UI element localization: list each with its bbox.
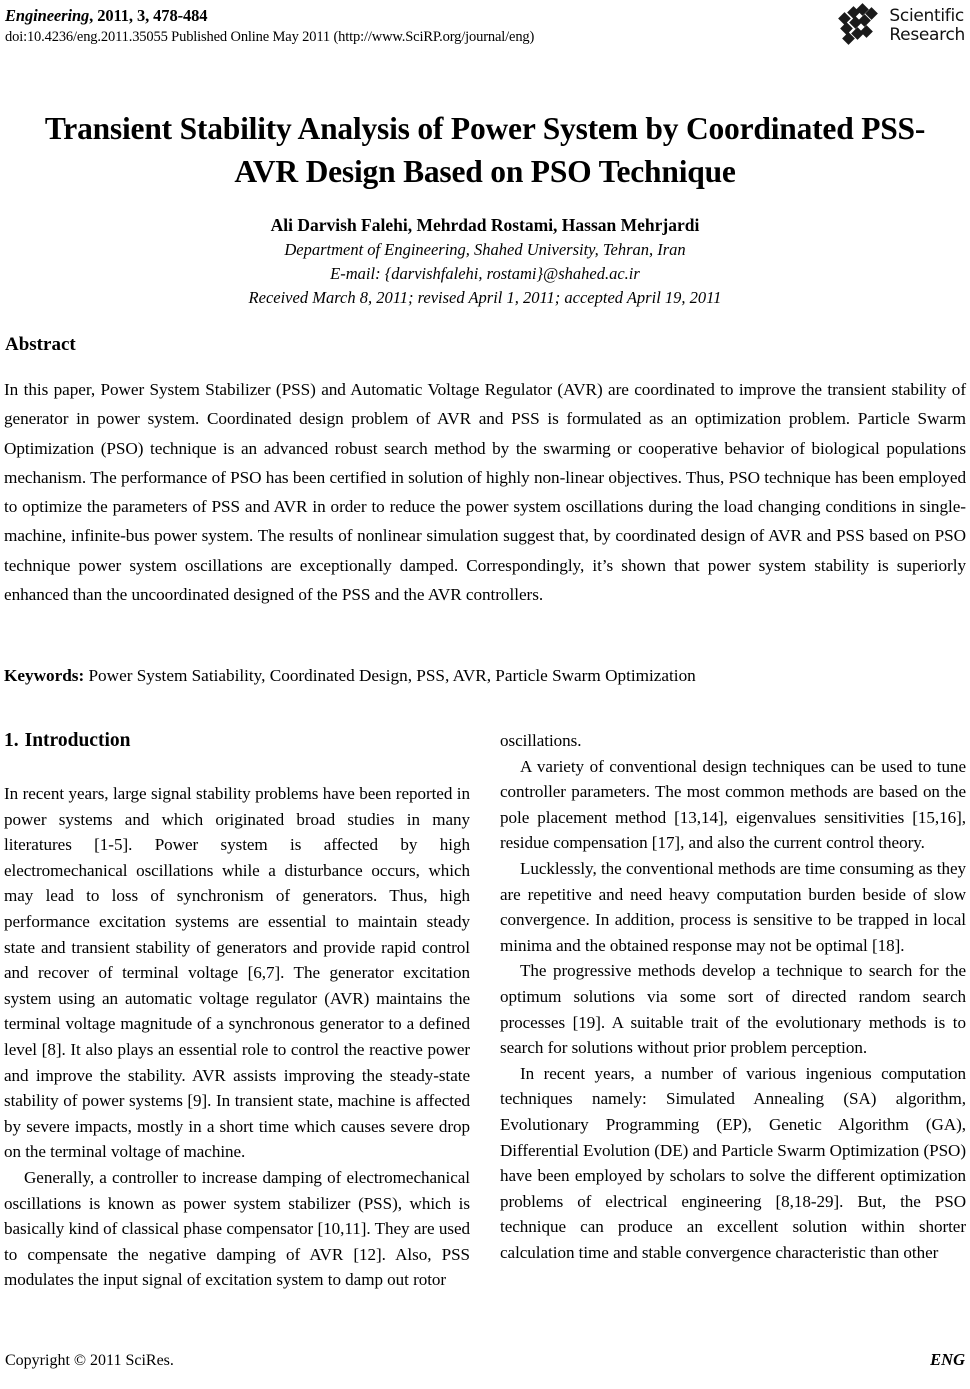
journal-citation-line [5,5,534,27]
email-label: E-mail [330,264,376,283]
paragraph: In recent years, a number of various ingenious computation techniques namely: Simulated Annealing (SA) algorithm, Evolutionary Programming (EP), Genetic Algorithm (GA), Differential Evolution (DE) and Particle Swarm Optimization (PSO) have been employed by scholars to solve the different optimization problems of electrical engineering [8,18-29]. But, the PSO technique can produce an excellent solution within shorter calculation time and stable convergence characteristic than other [500,1063,966,1262]
publisher-logo [838,5,965,47]
column-left [4,728,470,1313]
keywords-text: Power System Satiability, Coordinated Design, PSS, AVR, Particle Swarm Optimization [84,666,696,685]
paragraph: Lucklessly, the conventional methods are time consuming as they are repetitive and need heavy computation burden beside of slow convergence. In addition, process is sensitive to be trapped in local minima and the obtained response may not be optimal [18]. [500,858,966,955]
diamond-grid-logo-icon [838,5,884,47]
masthead [5,5,965,53]
author-names: Ali Darvish Falehi, Mehrdad Rostami, Hassan Mehrjardi [270,215,700,235]
keywords-label: Keywords: [4,666,85,685]
paragraph: Generally, a controller to increase damping of electromechanical oscillations is known as power system stabilizer (PSS), which is basically kind of classical phase compensator [10,11]. They are used to compensate the negative damping of AVR [12]. Also, PSS modulates the input signal of excitation system to damp out rotor [4,1167,470,1290]
doi-line: doi:10.4236/eng.2011.35055 Published Online May 2011 (http://www.SciRP.org/journal/eng) [5,29,535,45]
journal-abbreviation: ENG [930,1350,965,1369]
journal-name: Engineering [5,6,90,25]
section-title: Introduction [24,730,131,751]
author-email [30,262,940,286]
keywords-line [4,663,966,689]
paragraph: A variety of conventional design techniques can be used to tune controller parameters. The most common methods are based on the pole placement method [13,14], eigenvalues sensitivities [15,16], residue compensation [17], and also the current control theory. [500,756,966,853]
paragraph: oscillations. [500,731,582,750]
publisher-logo-line1: Scientific [889,6,964,26]
abstract-text: In this paper, Power System Stabilizer (PSS) and Automatic Voltage Regulator (AVR) are coordinated to improve the transient stability of generator in power system. Coordinated design problem of AVR and PSS is formulated as an optimization problem. Particle Swarm Optimization (PSO) technique is an advanced robust search method by the swarming or cooperative behavior of biological populations mechanism. The performance of PSO has been certified in solution of highly non-linear objectives. Thus, PSO technique has been employed to optimize the parameters of PSS and AVR in order to reduce the power system oscillations during the load changing conditions in single-machine, infinite-bus power system. The results of nonlinear simulation suggest that, by coordinated design of AVR and PSS based on PSO technique power system oscillations are exceptionally damped. Correspondingly, it’s shown that power system stability is superiorly enhanced than the uncoordinated designed of the PSS and the AVR controllers. [4,380,966,605]
body-columns [4,728,966,1313]
column-right [500,728,966,1313]
author-block [30,213,940,310]
section-heading-introduction [4,728,470,754]
author-affiliation: Department of Engineering, Shahed University, Tehran, Iran [284,240,686,259]
paragraph: The progressive methods develop a technique to search for the optimum solutions via some sort of directed random search processes [19]. A suitable trait of the evolutionary methods is to search for solutions without prior problem perception. [500,961,966,1058]
copyright-notice: Copyright © 2011 SciRes. [5,1352,174,1369]
publisher-logo-line2: Research [889,25,965,45]
abstract-heading: Abstract [5,334,76,355]
paragraph: In recent years, large signal stability problems have been reported in power systems and which originated broad studies in many literatures [1-5]. Power system is affected by high electromechanical oscillations while a disturbance occurs, which may lead to loss of synchronism of generators. Thus, high performance excitation systems are essential to maintain steady state and transient stability of generators and provide rapid control and recover of terminal voltage [6,7]. The generator excitation system using an automatic voltage regulator (AVR) maintains the terminal voltage magnitude of a synchronous generator to a defined level [8]. It also plays an essential role to control the reactive power and improve the stability. AVR assists improving the steady-state stability of power systems [9]. In transient state, machine is affected by severe impacts, mostly in a short time which causes severe drop on the terminal voltage of machine. [4,784,470,1162]
publisher-logo-text [889,7,965,45]
section-number: 1. [4,730,19,751]
submission-dates: Received March 8, 2011; revised April 1, 2011; accepted April 19, 2011 [248,288,722,307]
journal-issue-info: , 2011, 3, 478-484 [89,6,208,25]
paper-title: Transient Stability Analysis of Power System by Coordinated PSS-AVR Design Based on PSO Technique [44,111,926,190]
email-address: : {darvishfalehi, rostami}@shahed.ac.ir [375,264,640,283]
page-footer [5,1350,965,1371]
masthead-text [5,5,534,47]
